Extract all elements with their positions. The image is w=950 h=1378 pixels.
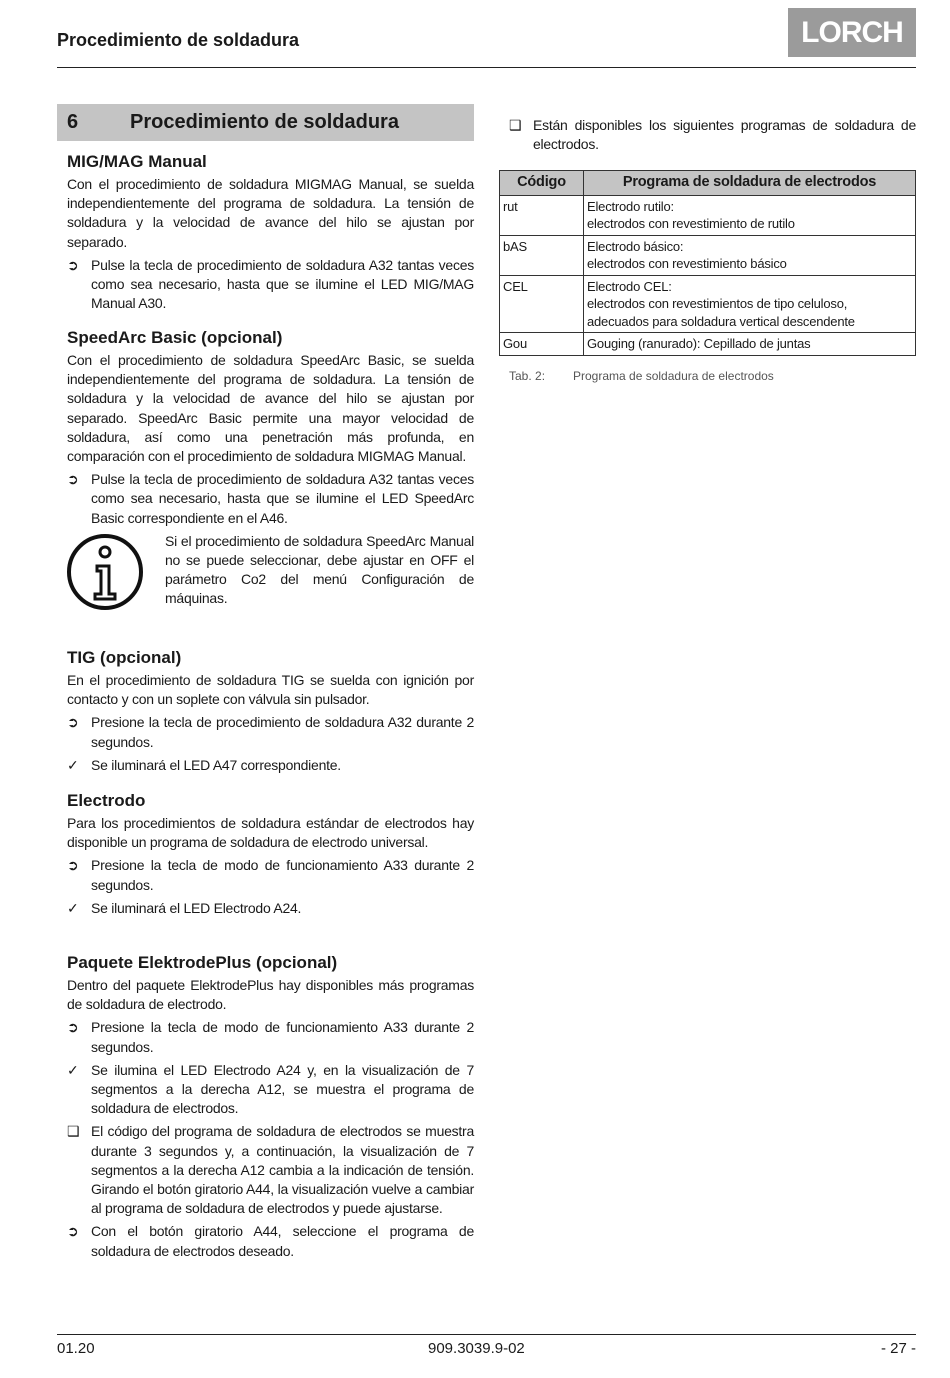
program-cell — [584, 195, 916, 235]
mig-heading: MIG/MAG Manual — [67, 152, 207, 171]
instruction-text: Con el botón giratorio A44, seleccione el programa de soldadura de electrodos deseado. — [91, 1223, 474, 1259]
mig-section — [67, 151, 474, 317]
arrow-instruction-icon: ➲ — [67, 1223, 79, 1240]
result-item — [67, 899, 474, 918]
tig-heading: TIG (opcional) — [67, 648, 182, 667]
tig-section — [67, 647, 474, 779]
info-note-text: Si el procedimiento de soldadura SpeedArc Manual no se puede seleccionar, debe ajustar en OFF el parámetro Co2 del menú Configuración de máquinas. — [165, 532, 474, 607]
instruction-text: Presione la tecla de procedimiento de soldadura A32 durante 2 segundos. — [91, 714, 474, 750]
instruction-item — [67, 256, 474, 314]
electrodo-heading: Electrodo — [67, 791, 146, 810]
result-text: Se ilumina el LED Electrodo A24 y, en la visualización de 7 segmentos a la derecha A12, se muestra el programa de soldadura de electrodos. — [91, 1061, 474, 1117]
table-header-row — [500, 171, 916, 196]
checkbox-icon: ❑ — [509, 117, 522, 133]
code-cell: rut — [500, 195, 584, 235]
lorch-logo: LORCH — [788, 8, 916, 57]
footer-doc-number: 909.3039.9-02 — [428, 1340, 525, 1357]
instruction-text: Pulse la tecla de procedimiento de soldadura A32 tantas veces como sea necesario, hasta que se ilumine el LED SpeedArc Basic correspondiente en el A46. — [91, 471, 474, 526]
program-cell: Gouging (ranurado): Cepillado de juntas — [584, 333, 916, 356]
program-name: Electrodo CEL: — [587, 278, 672, 294]
program-cell — [584, 235, 916, 275]
speedarc-text: Con el procedimiento de soldadura SpeedArc Basic, se suelda independientemente del programa de soldadura. La tensión de soldadura y la velocidad de avance del hilo se ajustan por separado. SpeedArc Basic permite una mayor velocidad de soldadura, así como una penetración más profunda, en comparación con el procedimiento de soldadura MIGMAG Manual. — [67, 352, 474, 465]
tig-text: En el procedimiento de soldadura TIG se suelda con ignición por contacto y con un soplete con válvula sin pulsador. — [67, 672, 474, 708]
elektrodeplus-heading: Paquete ElektrodePlus (opcional) — [67, 953, 338, 972]
instruction-item — [67, 713, 474, 751]
condition-item — [67, 1122, 474, 1218]
result-text: Se iluminará el LED Electrodo A24. — [91, 899, 302, 916]
caption-text: Programa de soldadura de electrodos — [573, 369, 774, 383]
checkmark-icon: ✓ — [67, 1061, 79, 1078]
footer-rule — [57, 1334, 916, 1335]
electrode-program-table — [499, 170, 916, 356]
result-item — [67, 756, 474, 775]
code-cell: CEL — [500, 275, 584, 333]
code-cell: Gou — [500, 333, 584, 356]
column-header: Código — [500, 171, 584, 196]
table-row — [500, 195, 916, 235]
arrow-instruction-icon: ➲ — [67, 857, 79, 874]
info-icon — [67, 532, 165, 617]
right-intro-text: Están disponibles los siguientes programas de soldadura de electrodos. — [533, 117, 916, 153]
instruction-text: Pulse la tecla de procedimiento de soldadura A32 tantas veces como sea necesario, hasta que se ilumine el LED MIG/MAG Manual A30. — [91, 256, 474, 312]
result-item — [67, 1061, 474, 1119]
arrow-instruction-icon: ➲ — [67, 471, 79, 488]
header-title: Procedimiento de soldadura — [57, 30, 300, 50]
electrodo-text: Para los procedimientos de soldadura estándar de electrodos hay disponible un programa de soldadura de electrodo universal. — [67, 815, 474, 851]
program-desc: electrodos con revestimiento básico — [587, 256, 787, 271]
info-note — [67, 532, 474, 617]
footer-date: 01.20 — [57, 1340, 95, 1357]
instruction-item — [67, 1018, 474, 1056]
table-row — [500, 235, 916, 275]
arrow-instruction-icon: ➲ — [67, 1019, 79, 1036]
column-header: Programa de soldadura de electrodos — [584, 171, 916, 196]
program-name: Electrodo básico: — [587, 238, 684, 254]
condition-text: El código del programa de soldadura de electrodos se muestra durante 3 segundos y, a continuación, la visualización de 7 segmentos a la derecha A12 cambia a la indicación de tensión. Girando el botón giratorio A44, la visualización vuelve a cambiar al programa de soldadura de electrodos y puede ajustarse. — [91, 1123, 474, 1217]
checkmark-icon: ✓ — [67, 899, 79, 916]
checkmark-icon: ✓ — [67, 756, 79, 773]
checkbox-icon: ❑ — [67, 1123, 80, 1140]
speedarc-section — [67, 327, 474, 617]
caption-label: Tab. 2: — [509, 369, 546, 383]
elektrodeplus-text: Dentro del paquete ElektrodePlus hay disponibles más programas de soldadura de electrodo. — [67, 977, 474, 1013]
code-cell: bAS — [500, 235, 584, 275]
program-desc: electrodos con revestimientos de tipo celuloso, adecuados para soldadura vertical descendente — [587, 296, 855, 329]
instruction-item — [67, 1222, 474, 1260]
program-cell — [584, 275, 916, 333]
arrow-instruction-icon: ➲ — [67, 256, 79, 273]
section-title: Procedimiento de soldadura — [130, 111, 399, 133]
program-name: Electrodo rutilo: — [587, 198, 674, 214]
electrodo-section — [67, 790, 474, 922]
instruction-item — [67, 856, 474, 894]
section-number: 6 — [67, 111, 79, 133]
arrow-instruction-icon: ➲ — [67, 714, 79, 731]
table-row — [500, 333, 916, 356]
right-intro — [509, 116, 916, 158]
instruction-item — [67, 470, 474, 528]
section-heading — [57, 104, 474, 141]
header-rule — [57, 67, 916, 68]
mig-text: Con el procedimiento de soldadura MIGMAG Manual, se suelda independientemente del programa de soldadura. La tensión de soldadura y la velocidad de avance del hilo se ajustan por separado. — [67, 176, 474, 250]
table-row — [500, 275, 916, 333]
instruction-text: Presione la tecla de modo de funcionamiento A33 durante 2 segundos. — [91, 1019, 474, 1055]
table-caption — [509, 369, 774, 383]
program-desc: electrodos con revestimiento de rutilo — [587, 216, 795, 231]
result-text: Se iluminará el LED A47 correspondiente. — [91, 756, 341, 773]
speedarc-heading: SpeedArc Basic (opcional) — [67, 328, 283, 347]
footer-page-number: - 27 - — [880, 1340, 916, 1357]
instruction-text: Presione la tecla de modo de funcionamiento A33 durante 2 segundos. — [91, 857, 474, 893]
elektrodeplus-section — [67, 952, 474, 1265]
